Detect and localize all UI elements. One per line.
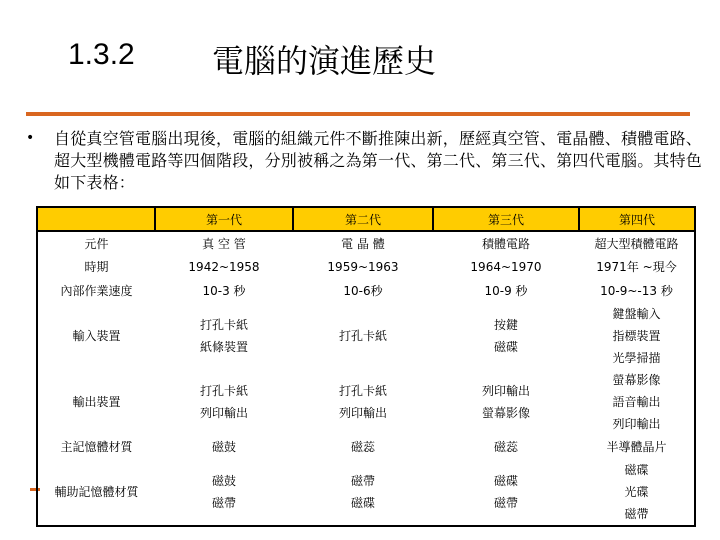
cell-line: 磁帶 <box>350 474 375 488</box>
cell-line: 光學掃描 <box>612 351 661 365</box>
table-row <box>37 435 695 459</box>
cell-line: 按鍵 <box>493 318 518 332</box>
table-row <box>37 231 695 255</box>
table-cell <box>433 255 579 279</box>
cell-line: 真 空 管 <box>202 236 246 251</box>
table-cell <box>293 303 433 369</box>
row-label: 輸出裝置 <box>37 369 155 435</box>
cell-line: 1959~1963 <box>327 260 399 274</box>
table-header-gen2: 第二代 <box>293 207 433 231</box>
table-cell <box>155 435 293 459</box>
cell-line: 磁碟 <box>350 496 375 510</box>
table-cell <box>293 279 433 303</box>
table-cell <box>433 231 579 255</box>
row-label: 內部作業速度 <box>37 279 155 303</box>
row-label: 輔助記憶體材質 <box>37 459 155 526</box>
cell-line: 打孔卡紙 <box>338 384 387 398</box>
cell-line: 10-9~-13 秒 <box>600 284 673 298</box>
cell-line: 磁鼓 <box>211 474 236 488</box>
table-cell <box>579 369 695 435</box>
cell-line: 1964~1970 <box>470 260 542 274</box>
table-cell <box>579 255 695 279</box>
table-header-gen3: 第三代 <box>433 207 579 231</box>
cell-line: 打孔卡紙 <box>199 384 248 398</box>
table-header-gen4: 第四代 <box>579 207 695 231</box>
cell-line: 磁蕊 <box>350 440 375 454</box>
title-divider <box>26 112 690 116</box>
cell-line: 打孔卡紙 <box>199 318 248 332</box>
table-cell <box>579 459 695 526</box>
table-cell <box>293 369 433 435</box>
table-cell <box>293 435 433 459</box>
table-cell <box>433 369 579 435</box>
page-title: 電腦的演進歷史 <box>212 42 437 80</box>
cell-line: 積體電路 <box>481 236 530 251</box>
cell-line: 列印輸出 <box>481 384 530 398</box>
table-cell <box>579 279 695 303</box>
table-cell <box>155 303 293 369</box>
table-cell <box>293 459 433 526</box>
table-header-corner <box>37 207 155 231</box>
row-label: 元件 <box>37 231 155 255</box>
computer-generations-table <box>36 206 696 527</box>
cell-line: 磁碟 <box>493 340 518 354</box>
row-label: 主記憶體材質 <box>37 435 155 459</box>
cell-line: 光碟 <box>624 485 649 499</box>
cell-line: 磁帶 <box>211 496 236 510</box>
bullet-dot-icon: • <box>26 130 35 146</box>
cell-line: 紙條裝置 <box>199 340 248 354</box>
row-label: 輸入裝置 <box>37 303 155 369</box>
cell-line: 電 晶 體 <box>341 236 385 251</box>
bullet-paragraph: 自從真空管電腦出現後，電腦的組織元件不斷推陳出新，歷經真空管、電晶體、積體電路、超大型機體電路等四個階段，分別被稱之為第一代、第二代、第三代、第四代電腦。其特色如下表格： <box>54 129 703 192</box>
cell-line: 10-9 秒 <box>484 284 528 298</box>
cell-line: 超大型積體電路 <box>594 236 679 251</box>
table-cell <box>433 435 579 459</box>
table-row <box>37 459 695 526</box>
cell-line: 磁碟 <box>624 463 649 477</box>
row-label: 時期 <box>37 255 155 279</box>
table-header-gen1: 第一代 <box>155 207 293 231</box>
table-cell <box>293 231 433 255</box>
cell-line: 磁帶 <box>624 507 649 521</box>
table-cell <box>433 303 579 369</box>
cell-line: 磁帶 <box>493 496 518 510</box>
table-cell <box>579 303 695 369</box>
section-number: 1.3.2 <box>68 38 135 71</box>
cell-line: 1942~1958 <box>188 260 260 274</box>
table-row <box>37 369 695 435</box>
cell-line: 半導體晶片 <box>606 440 667 454</box>
cell-line: 語音輸出 <box>612 395 661 409</box>
cell-line: 列印輸出 <box>612 417 661 431</box>
cell-line: 1971年 ~現今 <box>596 260 677 274</box>
cell-line: 10-6秒 <box>343 284 383 298</box>
table-row <box>37 255 695 279</box>
cell-line: 螢幕影像 <box>612 373 661 387</box>
table-cell <box>155 279 293 303</box>
cell-line: 列印輸出 <box>199 406 248 420</box>
cell-line: 螢幕影像 <box>481 406 530 420</box>
table-cell <box>579 435 695 459</box>
cell-line: 10-3 秒 <box>202 284 246 298</box>
table-row <box>37 279 695 303</box>
table-cell <box>293 255 433 279</box>
cell-line: 指標裝置 <box>612 329 661 343</box>
table-cell <box>155 369 293 435</box>
table-header-row <box>37 207 695 231</box>
table-cell <box>155 459 293 526</box>
table-cell <box>155 231 293 255</box>
table-cell <box>155 255 293 279</box>
cell-line: 打孔卡紙 <box>338 329 387 343</box>
table-cell <box>433 459 579 526</box>
cell-line: 列印輸出 <box>338 406 387 420</box>
cell-line: 磁蕊 <box>493 440 518 454</box>
table-cell <box>433 279 579 303</box>
cell-line: 磁碟 <box>493 474 518 488</box>
cell-line: 鍵盤輸入 <box>612 307 661 321</box>
table-row <box>37 303 695 369</box>
cell-line: 磁鼓 <box>211 440 236 454</box>
table-cell <box>579 231 695 255</box>
